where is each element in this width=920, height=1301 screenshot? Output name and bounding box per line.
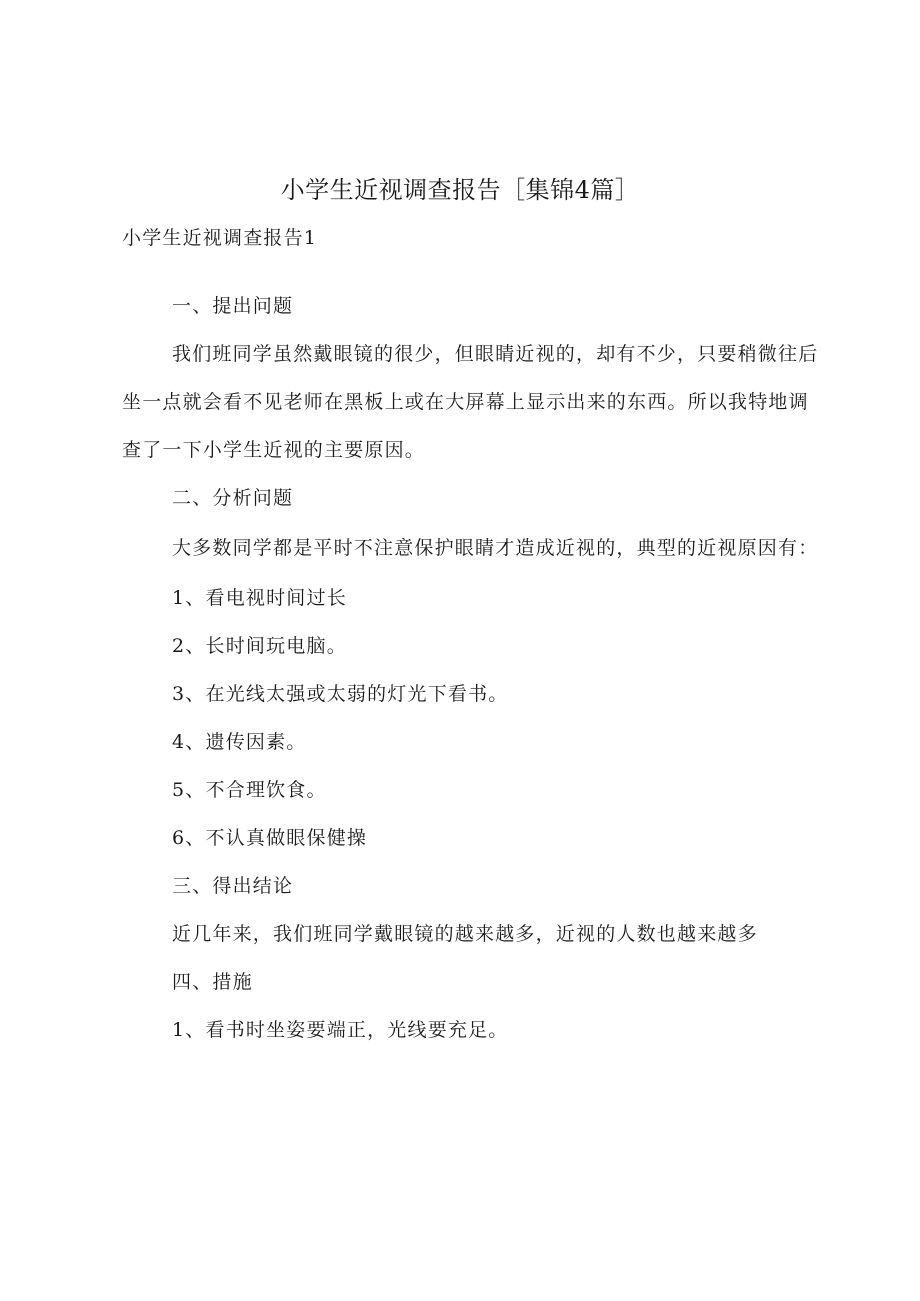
section-paragraph-1: 我们班同学虽然戴眼镜的很少，但眼睛近视的，却有不少，只要稍微往后坐一点就会看不见老师在黑板上或在大屏幕上显示出来的东西。所以我特地调查了一下小学生近视的主要原因。 (122, 343, 819, 461)
reason-item: 5、不合理饮食。 (172, 779, 327, 801)
measure-item: 1、看书时坐姿要端正，光线要充足。 (172, 1019, 509, 1041)
section-heading-2: 二、分析问题 (172, 487, 294, 509)
reason-item: 6、不认真做眼保健操 (172, 827, 368, 849)
document-body (122, 222, 822, 1054)
reason-item: 2、长时间玩电脑。 (172, 635, 347, 657)
reason-item: 1、看电视时间过长 (172, 587, 347, 609)
report-subtitle: 小学生近视调查报告1 (122, 227, 318, 249)
document-title: 小学生近视调查报告［集锦4篇］ (280, 176, 640, 204)
reason-item: 4、遗传因素。 (172, 731, 307, 753)
reason-item: 3、在光线太强或太弱的灯光下看书。 (172, 683, 509, 705)
section-heading-1: 一、提出问题 (172, 295, 294, 317)
section-paragraph-2: 大多数同学都是平时不注意保护眼睛才造成近视的，典型的近视原因有： (172, 537, 819, 559)
section-paragraph-3: 近几年来，我们班同学戴眼镜的越来越多，近视的人数也越来越多 (172, 923, 758, 945)
section-heading-3: 三、得出结论 (172, 875, 294, 897)
section-heading-4: 四、措施 (172, 971, 253, 993)
